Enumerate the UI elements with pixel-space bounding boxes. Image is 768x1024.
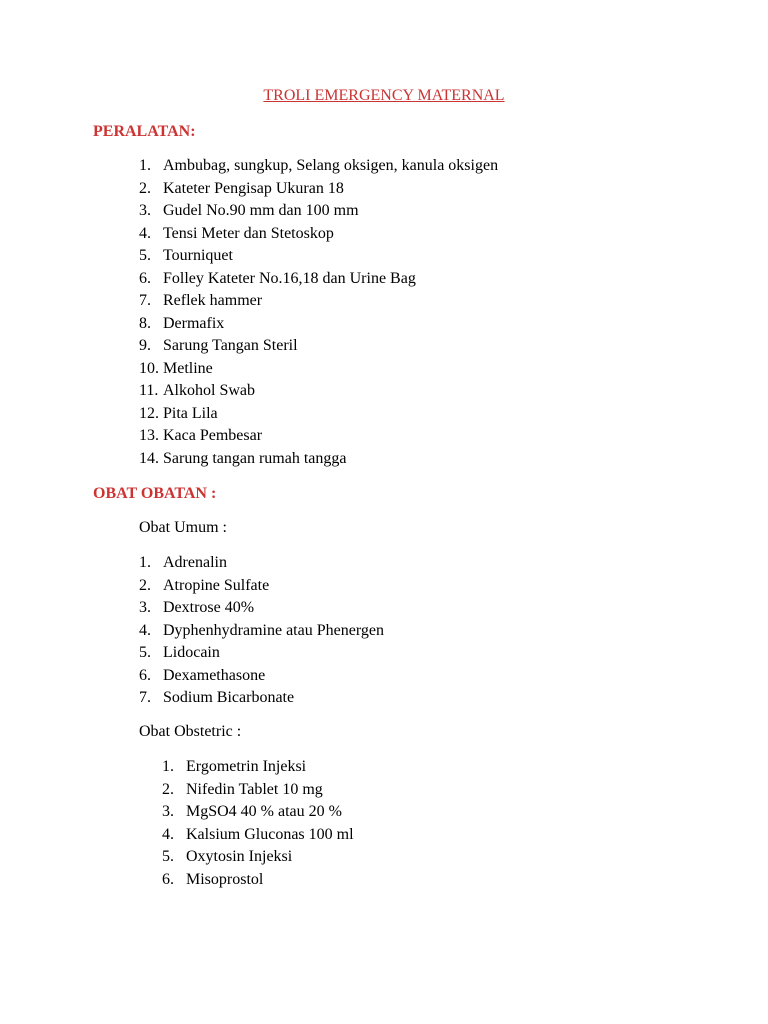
- list-item: 4. Dyphenhydramine atau Phenergen: [139, 621, 384, 639]
- list-item: 2. Atropine Sulfate: [139, 576, 270, 594]
- equipment-list: [139, 155, 498, 470]
- list-item: 4. Kalsium Gluconas 100 ml: [162, 825, 354, 843]
- list-item: 10. Metline: [139, 359, 213, 377]
- list-item: 7. Reflek hammer: [139, 292, 263, 309]
- list-item: 5. Oxytosin Injeksi: [162, 848, 293, 865]
- list-item: 6. Dexamethasone: [139, 666, 266, 684]
- list-item: 8. Dermafix: [139, 314, 225, 332]
- subsection-label-general: Obat Umum :: [139, 519, 227, 536]
- list-item: 13. Kaca Pembesar: [139, 427, 263, 444]
- list-item: 14. Sarung tangan rumah tangga: [139, 449, 347, 467]
- list-item: 2. Nifedin Tablet 10 mg: [162, 780, 323, 798]
- section-heading-medicines: OBAT OBATAN :: [93, 485, 217, 502]
- document-title: TROLI EMERGENCY MATERNAL: [263, 87, 505, 104]
- list-item: 5. Lidocain: [139, 644, 220, 661]
- list-item: 4. Tensi Meter dan Stetoskop: [139, 224, 334, 242]
- general-medicine-list: [139, 552, 384, 710]
- list-item: 3. Dextrose 40%: [139, 599, 255, 616]
- subsection-label-obstetric: Obat Obstetric :: [139, 723, 242, 740]
- list-item: 5. Tourniquet: [139, 247, 233, 264]
- list-item: 11. Alkohol Swab: [139, 382, 255, 399]
- list-item: 7. Sodium Bicarbonate: [139, 689, 295, 706]
- list-item: 12. Pita Lila: [139, 404, 218, 422]
- list-item: 6. Folley Kateter No.16,18 dan Urine Bag: [139, 269, 416, 287]
- list-item: 1. Ergometrin Injeksi: [162, 758, 307, 775]
- list-item: 6. Misoprostol: [162, 870, 264, 888]
- section-heading-equipment: PERALATAN:: [93, 123, 196, 140]
- list-item: 2. Kateter Pengisap Ukuran 18: [139, 179, 344, 197]
- list-item: 9. Sarung Tangan Steril: [139, 337, 298, 354]
- list-item: 1. Adrenalin: [139, 554, 227, 571]
- list-item: 3. MgSO4 40 % atau 20 %: [162, 803, 342, 820]
- list-item: 1. Ambubag, sungkup, Selang oksigen, kanula oksigen: [139, 157, 499, 174]
- list-item: 3. Gudel No.90 mm dan 100 mm: [139, 202, 359, 219]
- obstetric-medicine-list: [162, 756, 354, 891]
